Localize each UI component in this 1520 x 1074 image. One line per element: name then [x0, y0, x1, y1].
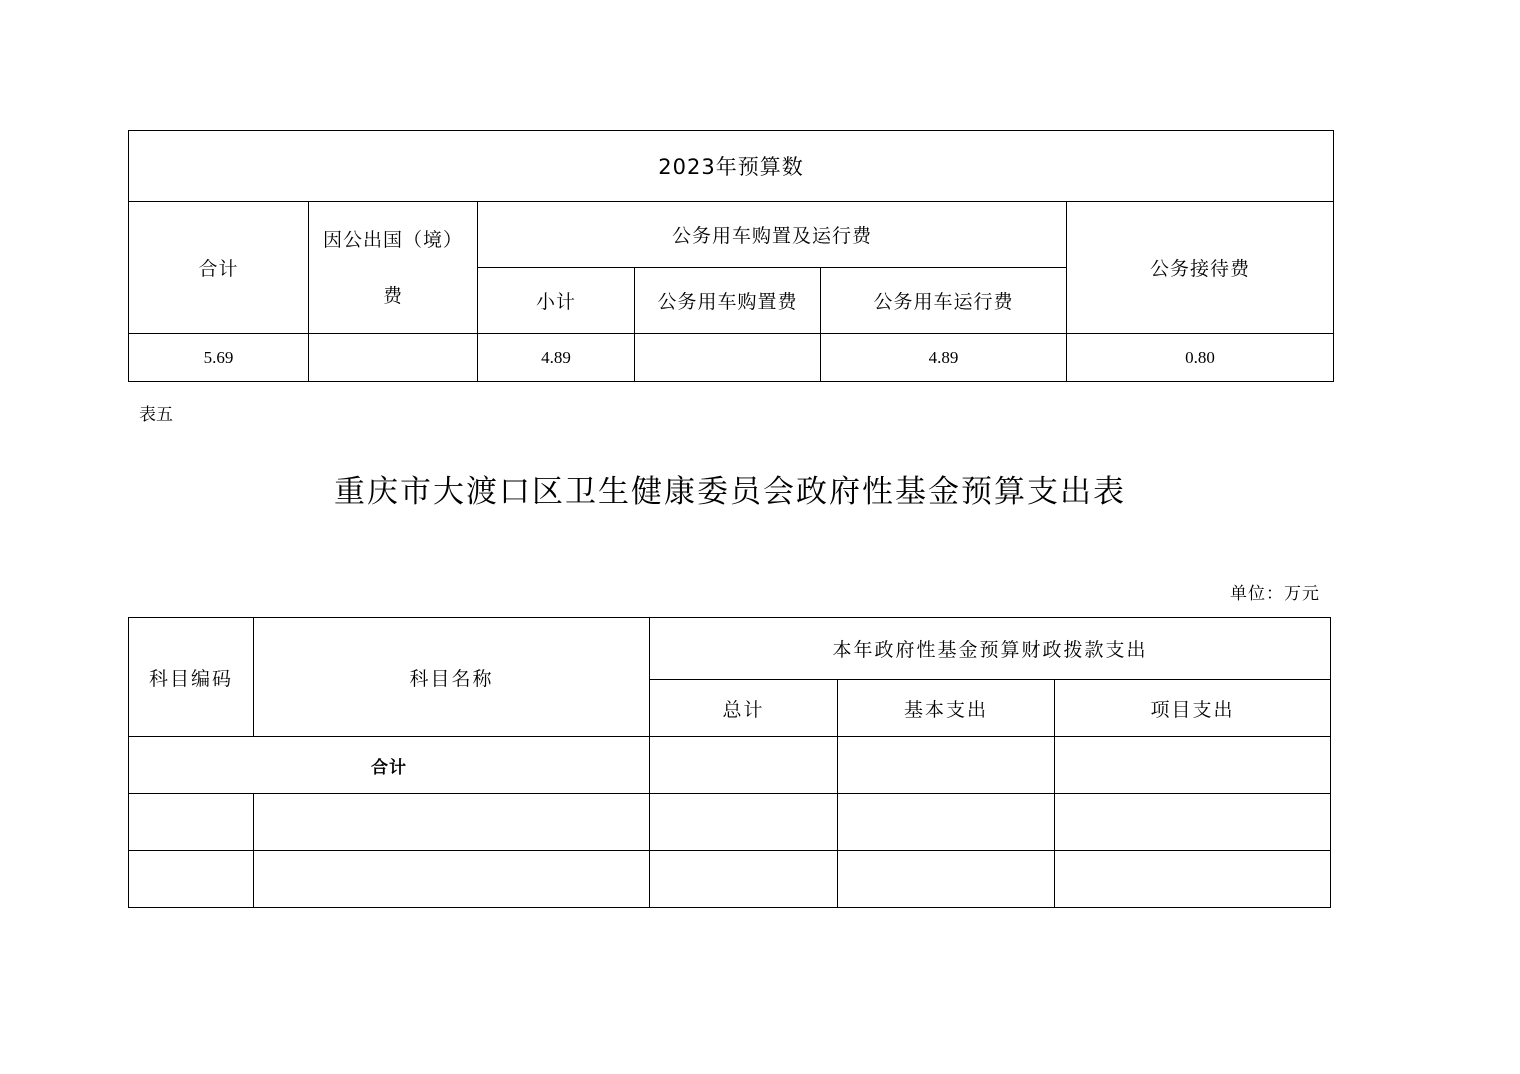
table-row [129, 851, 1331, 908]
cell-name [254, 794, 650, 851]
total-row-label: 合计 [129, 737, 650, 794]
table-row [129, 794, 1331, 851]
header-code: 科目编码 [129, 618, 254, 737]
header-vehicle-operation: 公务用车运行费 [821, 268, 1067, 334]
cell-vehicle-operation: 4.89 [821, 334, 1067, 382]
header-reception: 公务接待费 [1067, 202, 1334, 334]
cell-code [129, 794, 254, 851]
government-fund-budget-table [128, 617, 1331, 908]
cell-code [129, 851, 254, 908]
cell-name [254, 851, 650, 908]
total-row-total [650, 737, 838, 794]
header-basic: 基本支出 [838, 680, 1055, 737]
header-total: 合计 [129, 202, 309, 334]
header-project: 项目支出 [1055, 680, 1331, 737]
cell-total: 5.69 [129, 334, 309, 382]
total-row-project [1055, 737, 1331, 794]
header-abroad [309, 202, 478, 334]
cell-reception: 0.80 [1067, 334, 1334, 382]
cell-basic [838, 851, 1055, 908]
cell-project [1055, 851, 1331, 908]
table-row [129, 334, 1334, 382]
cell-vehicle-purchase [635, 334, 821, 382]
header-vehicle-group: 公务用车购置及运行费 [478, 202, 1067, 268]
unit-label: 单位：万元 [1230, 584, 1320, 604]
cell-project [1055, 794, 1331, 851]
header-name: 科目名称 [254, 618, 650, 737]
cell-basic [838, 794, 1055, 851]
three-public-expenses-table [128, 130, 1334, 382]
header-abroad-line2: 费 [382, 284, 403, 307]
cell-total [650, 851, 838, 908]
header-abroad-line1: 因公出国（境） [322, 228, 463, 251]
header-vehicle-purchase: 公务用车购置费 [635, 268, 821, 334]
table-number-label: 表五 [139, 405, 173, 425]
header-subtotal: 小计 [478, 268, 635, 334]
total-row-basic [838, 737, 1055, 794]
header-grand-total: 总计 [650, 680, 838, 737]
table-total-row [129, 737, 1331, 794]
cell-subtotal: 4.89 [478, 334, 635, 382]
header-fund-group: 本年政府性基金预算财政拨款支出 [650, 618, 1331, 680]
cell-abroad [309, 334, 478, 382]
cell-total [650, 794, 838, 851]
table1-title: 2023年预算数 [129, 131, 1334, 202]
page-title: 重庆市大渡口区卫生健康委员会政府性基金预算支出表 [334, 474, 1126, 510]
